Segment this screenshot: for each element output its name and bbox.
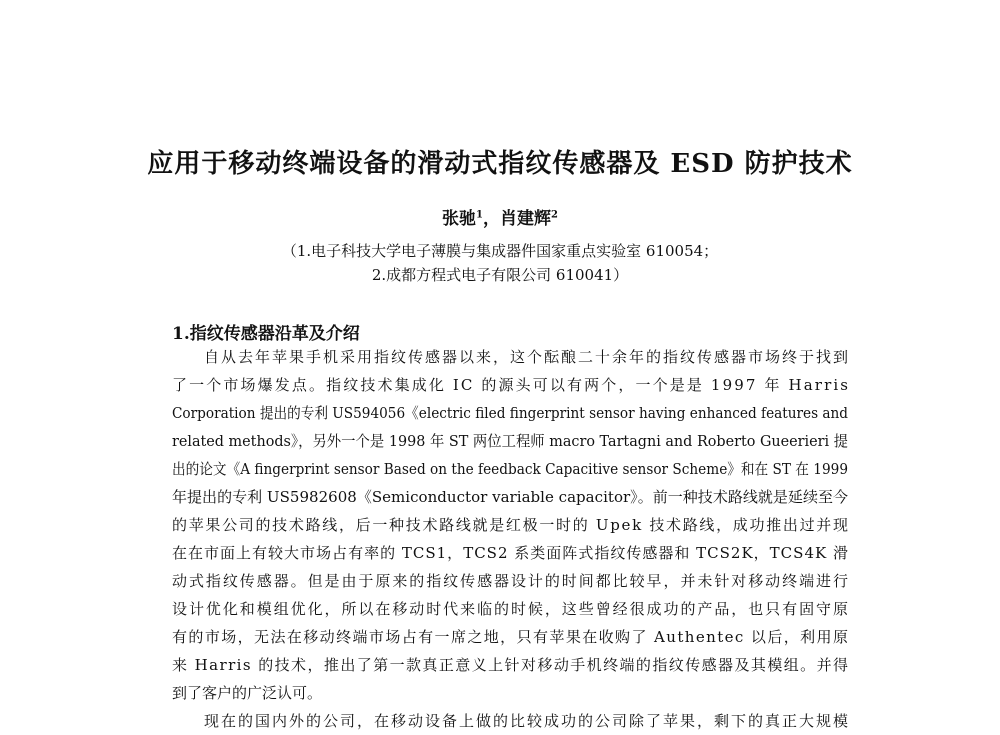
body-text-line: 年提出的专利 US5982608《Semiconductor variable capacitor》。前一种技术路线就是延续至今 (172, 488, 849, 506)
body-text-line: 出的论文《A fingerprint sensor Based on the feedback Capacitive sensor Scheme》和在 ST 在 1999 (172, 460, 848, 478)
author-separator: ， (483, 209, 500, 229)
author-name: 张驰 (442, 209, 477, 229)
body-text-line: 现在的国内外的公司，在移动设备上做的比较成功的公司除了苹果，剩下的真正大规模 (204, 712, 851, 730)
body-text-line: 在在市面上有较大市场占有率的 TCS1，TCS2 系类面阵式指纹传感器和 TCS2K，TCS4K 滑 (172, 544, 849, 562)
body-text-line: 来 Harris 的技术，推出了第一款真正意义上针对移动手机终端的指纹传感器及其模组。并得 (172, 656, 850, 674)
section-heading: 1.指纹传感器沿革及介绍 (172, 324, 360, 344)
author-name: 肖建辉 (500, 209, 551, 229)
author-line (0, 204, 1000, 229)
body-text-line: 了一个市场爆发点。指纹技术集成化 IC 的源头可以有两个，一个是是 1997 年 Harris (172, 376, 851, 394)
body-text-line: 有的市场，无法在移动终端市场占有一席之地，只有苹果在收购了 Authentec 以后，利用原 (172, 628, 850, 646)
body-text-line: Corporation 提出的专利 US594056《electric filed fingerprint sensor having enhanced features and (172, 404, 849, 422)
body-text-line: 到了客户的广泛认可。 (172, 684, 323, 702)
body-text-line: 动式指纹传感器。但是由于原来的指纹传感器设计的时间都比较早，并未针对移动终端进行 (172, 572, 850, 590)
body-text-line: 自从去年苹果手机采用指纹传感器以来，这个酝酿二十余年的指纹传感器市场终于找到 (204, 348, 851, 366)
body-text-line: 设计优化和模组优化，所以在移动时代来临的时候，这些曾经很成功的产品，也只有固守原 (172, 600, 850, 618)
affiliation-line: （1.电子科技大学电子薄膜与集成器件国家重点实验室 610054； (281, 242, 719, 260)
paper-title: 应用于移动终端设备的滑动式指纹传感器及 ESD 防护技术 (147, 149, 853, 179)
affiliation-line: 2.成都方程式电子有限公司 610041） (371, 266, 629, 284)
body-text-line: related methods》，另外一个是 1998 年 ST 两位工程师 macro Tartagni and Roberto Gueerieri 提 (172, 432, 849, 450)
author-affil-marker: 2 (551, 209, 558, 221)
body-text-line: 的苹果公司的技术路线，后一种技术路线就是红极一时的 Upek 技术路线，成功推出过并现 (172, 516, 850, 534)
author-affil-marker: 1 (476, 209, 483, 221)
